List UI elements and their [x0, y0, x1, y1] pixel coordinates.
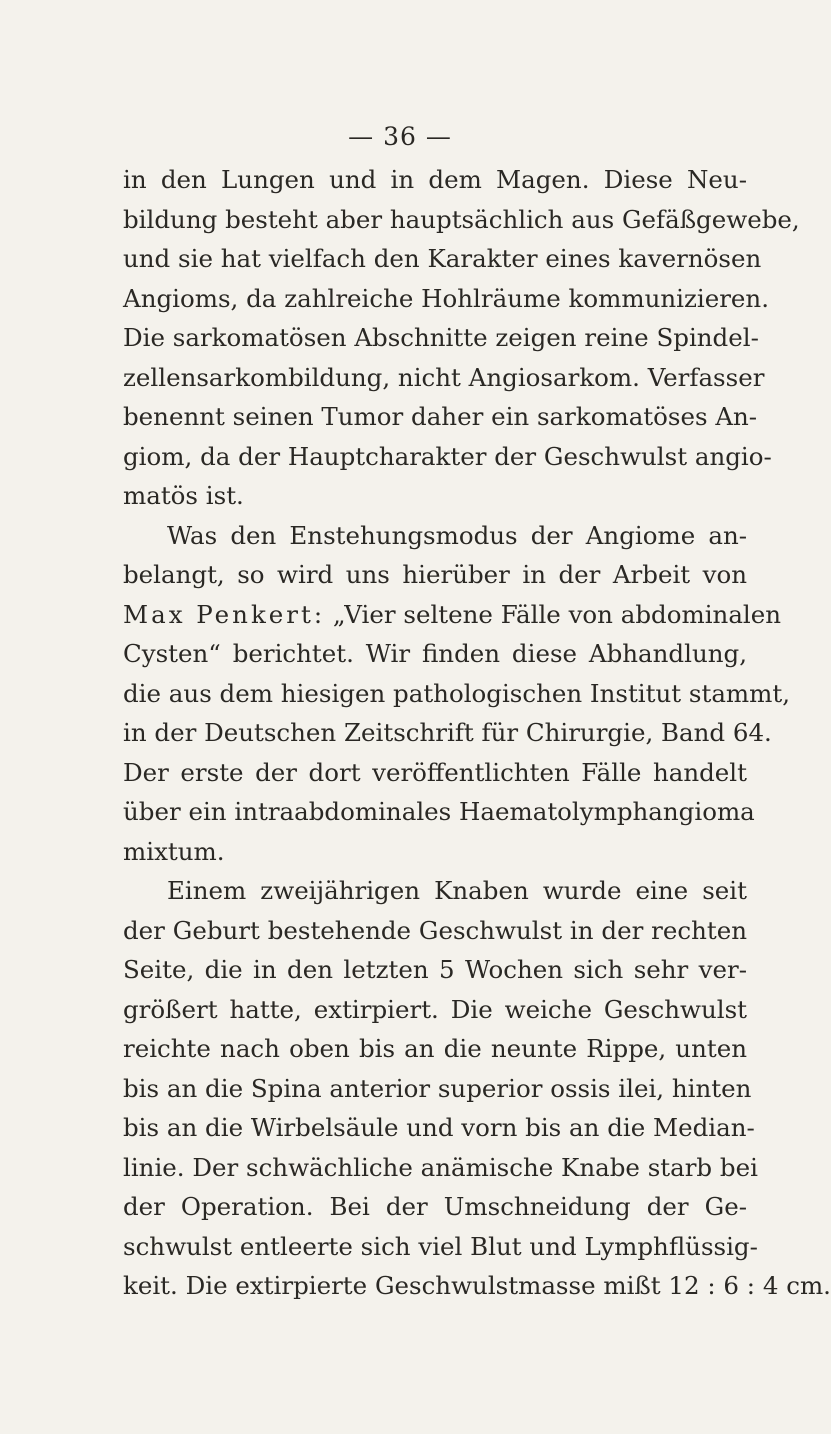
text-line: linie. Der schwächliche anämische Knabe starb bei [123, 1152, 758, 1182]
text-line: Was den Enstehungsmodus der Angiome an- [167, 520, 747, 550]
text-line: belangt, so wird uns hierüber in der Arbeit von [123, 560, 747, 589]
text-line: keit. Die extirpierte Geschwulstmasse mißt 12 : 6 : 4 cm. [123, 1271, 831, 1300]
page-number: — 36 — [348, 122, 452, 151]
citation-title: „Vier seltene Fälle von abdominalen [332, 599, 782, 629]
author-name: Max Penkert: [123, 599, 326, 629]
text-line: der Geburt bestehende Geschwulst in der rechten [123, 915, 747, 945]
text-line: größert hatte, extirpiert. Die weiche Geschwulst [123, 994, 747, 1024]
text-line: bis an die Wirbelsäule und vorn bis an die Median- [123, 1113, 755, 1142]
text-line: Angioms, da zahlreiche Hohlräume kommunizieren. [123, 283, 769, 313]
text-line: reichte nach oben bis an die neunte Rippe, unten [123, 1034, 747, 1063]
text-line: bis an die Spina anterior superior ossis ilei, hinten [123, 1073, 752, 1103]
text-line: Die sarkomatösen Abschnitte zeigen reine Spindel- [123, 323, 759, 352]
text-line: in der Deutschen Zeitschrift für Chirurgie, Band 64. [123, 718, 772, 747]
text-line: die aus dem hiesigen pathologischen Institut stammt, [123, 678, 791, 708]
text-line: Einem zweijährigen Knaben wurde eine seit [167, 876, 747, 905]
text-line-with-author [123, 595, 782, 635]
text-line: schwulst entleerte sich viel Blut und Lymphflüssig- [123, 1231, 758, 1261]
text-line: Cysten“ berichtet. Wir finden diese Abhandlung, [123, 639, 747, 668]
text-line: über ein intraabdominales Haematolymphangioma [123, 797, 755, 826]
text-line: Seite, die in den letzten 5 Wochen sich sehr ver- [123, 955, 747, 984]
text-line: Der erste der dort veröffentlichten Fälle handelt [123, 757, 747, 787]
body-text [123, 160, 831, 1306]
text-line: mixtum. [123, 836, 225, 866]
text-line: bildung besteht aber hauptsächlich aus Gefäßgewebe, [123, 204, 800, 234]
text-line: zellensarkombildung, nicht Angiosarkom. Verfasser [123, 362, 765, 392]
text-line: in den Lungen und in dem Magen. Diese Neu- [123, 165, 747, 194]
text-line: der Operation. Bei der Umschneidung der Ge- [123, 1192, 747, 1221]
text-line: giom, da der Hauptcharakter der Geschwulst angio- [123, 441, 772, 471]
text-line: matös ist. [123, 481, 244, 510]
text-line: und sie hat vielfach den Karakter eines kavernösen [123, 244, 762, 273]
text-line: benennt seinen Tumor daher ein sarkomatöses An- [123, 402, 758, 431]
